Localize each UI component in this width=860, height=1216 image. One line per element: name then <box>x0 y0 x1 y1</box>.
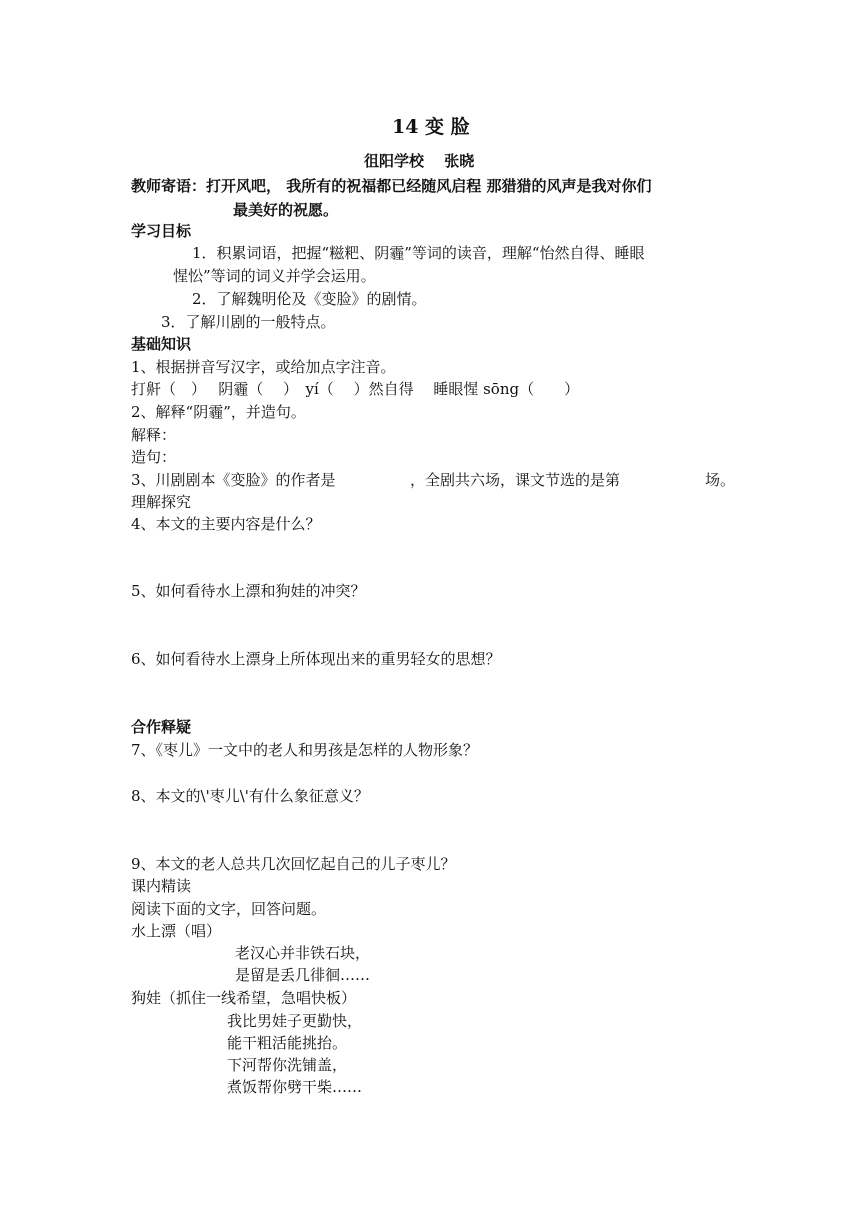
basics-heading: 基础知识 <box>131 335 192 353</box>
teacher-message-line1: 教师寄语：打开风吧， 我所有的祝福都已经随风启程 那猎猎的风声是我对你们 <box>131 177 652 195</box>
question-8: 8、本文的\'枣儿\'有什么象征意义？ <box>131 787 369 805</box>
cooperation-heading: 合作释疑 <box>131 718 192 736</box>
question-4: 4、本文的主要内容是什么？ <box>131 515 321 533</box>
question-3-part3: 场。 <box>705 471 736 489</box>
page-title: 14 变 脸 <box>392 116 470 138</box>
understanding-heading: 理解探究 <box>131 493 192 511</box>
lyric-line: 我比男娃子更勤快， <box>227 1012 363 1030</box>
lyric-line: 是留是丢几徘徊…… <box>235 966 371 984</box>
speaker-2: 狗娃（抓住一线希望，急唱快板） <box>131 989 357 1007</box>
question-2-explain: 解释： <box>131 426 177 444</box>
byline: 徂阳学校 张晓 <box>364 152 475 170</box>
objective-3: 3．了解川剧的一般特点。 <box>161 313 336 331</box>
objective-2: 2．了解魏明伦及《变脸》的剧情。 <box>192 290 427 308</box>
objectives-heading: 学习目标 <box>131 222 192 240</box>
lyric-line: 煮饭帮你劈干柴…… <box>227 1078 363 1096</box>
question-9: 9、本文的老人总共几次回忆起自己的儿子枣儿？ <box>131 855 456 873</box>
question-1-items: 打鼾（ ） 阴霾（ ） yí（ ）然自得 睡眼惺 sōng（ ） <box>131 380 580 398</box>
lyric-line: 下河帮你洗铺盖， <box>227 1056 348 1074</box>
question-5: 5、如何看待水上漂和狗娃的冲突？ <box>131 582 366 600</box>
speaker-1: 水上漂（唱） <box>131 922 222 940</box>
objective-1-line2: 惺忪”等词的词义并学会运用。 <box>173 267 376 285</box>
teacher-message-line2: 最美好的祝愿。 <box>233 201 339 219</box>
question-1: 1、根据拼音写汉字，或给加点字注音。 <box>131 358 396 376</box>
question-2-sentence: 造句： <box>131 448 177 466</box>
reading-instruction: 阅读下面的文字，回答问题。 <box>131 900 327 918</box>
question-7: 7、《枣儿》一文中的老人和男孩是怎样的人物形象？ <box>131 741 479 759</box>
question-3-part2: ，全剧共六场，课文节选的是第 <box>410 471 621 489</box>
question-2: 2、解释“阴霾”，并造句。 <box>131 403 306 421</box>
reading-heading: 课内精读 <box>131 877 192 895</box>
objective-1-line1: 1．积累词语，把握“糍粑、阴霾”等词的读音，理解“怡然自得、睡眼 <box>192 244 645 262</box>
lyric-line: 老汉心并非铁石块， <box>235 944 371 962</box>
lyric-line: 能干粗活能挑抬。 <box>227 1034 348 1052</box>
question-6: 6、如何看待水上漂身上所体现出来的重男轻女的思想？ <box>131 650 501 668</box>
question-3-part1: 3、川剧剧本《变脸》的作者是 <box>131 471 336 489</box>
